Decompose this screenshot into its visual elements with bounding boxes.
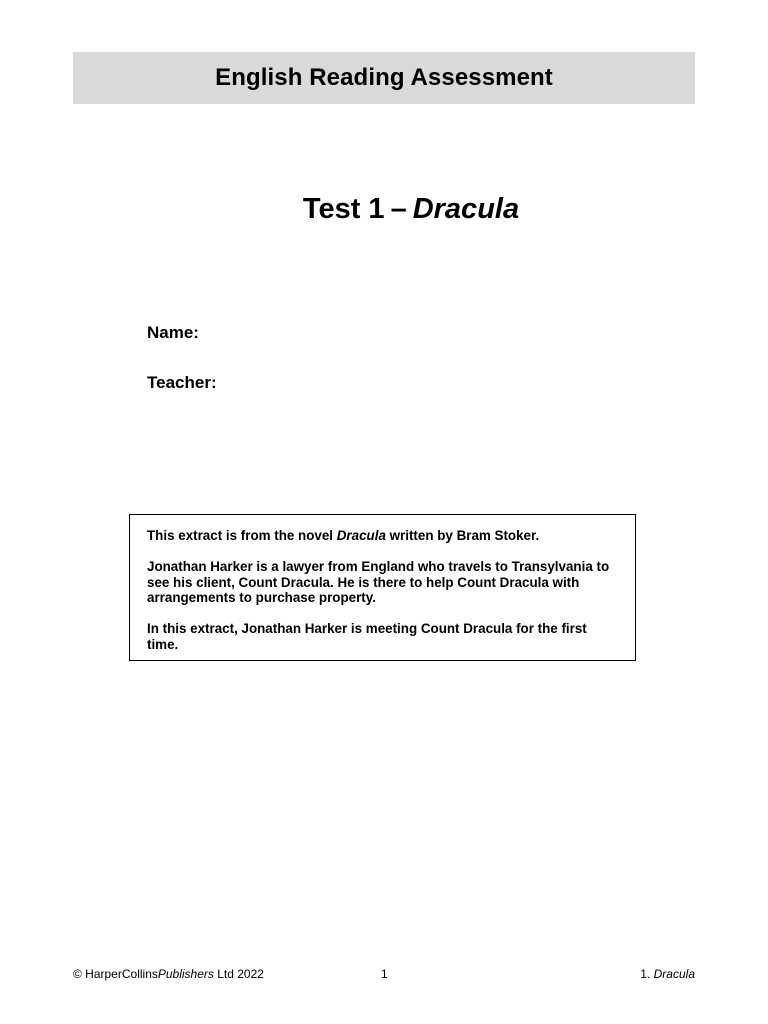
extract-paragraph-3: In this extract, Jonathan Harker is meeting Count Dracula for the first time.: [147, 621, 587, 652]
extract-paragraph-2: Jonathan Harker is a lawyer from England who travels to Transylvania to see his client, Count Dracula. He is there to help Count Dracula with arrangements to purchase property.: [147, 559, 610, 605]
copyright-publishers: Publishers: [157, 967, 214, 981]
copyright-prefix: © HarperCollins: [73, 967, 158, 981]
copyright-suffix: Ltd 2022: [213, 967, 264, 981]
section-title: Dracula: [653, 967, 695, 981]
book-title: Dracula: [412, 193, 520, 225]
header-band: [73, 52, 695, 104]
extract-intro-before: This extract is from the novel: [147, 528, 337, 543]
test-number: Test 1: [302, 193, 385, 225]
extract-intro-after: written by Bram Stoker.: [385, 528, 540, 543]
name-label: Name:: [147, 323, 199, 342]
test-title: [0, 193, 768, 226]
extract-intro: [147, 528, 619, 544]
footer-page-number: 1: [381, 967, 388, 981]
footer-section: [640, 967, 695, 981]
title-separator: –: [390, 193, 407, 225]
teacher-label: Teacher:: [147, 373, 217, 392]
extract-intro-book: Dracula: [336, 528, 386, 543]
footer-copyright: [73, 967, 264, 981]
assessment-title: English Reading Assessment: [215, 64, 553, 91]
section-number: 1.: [640, 967, 654, 981]
extract-info-box: [129, 514, 636, 661]
